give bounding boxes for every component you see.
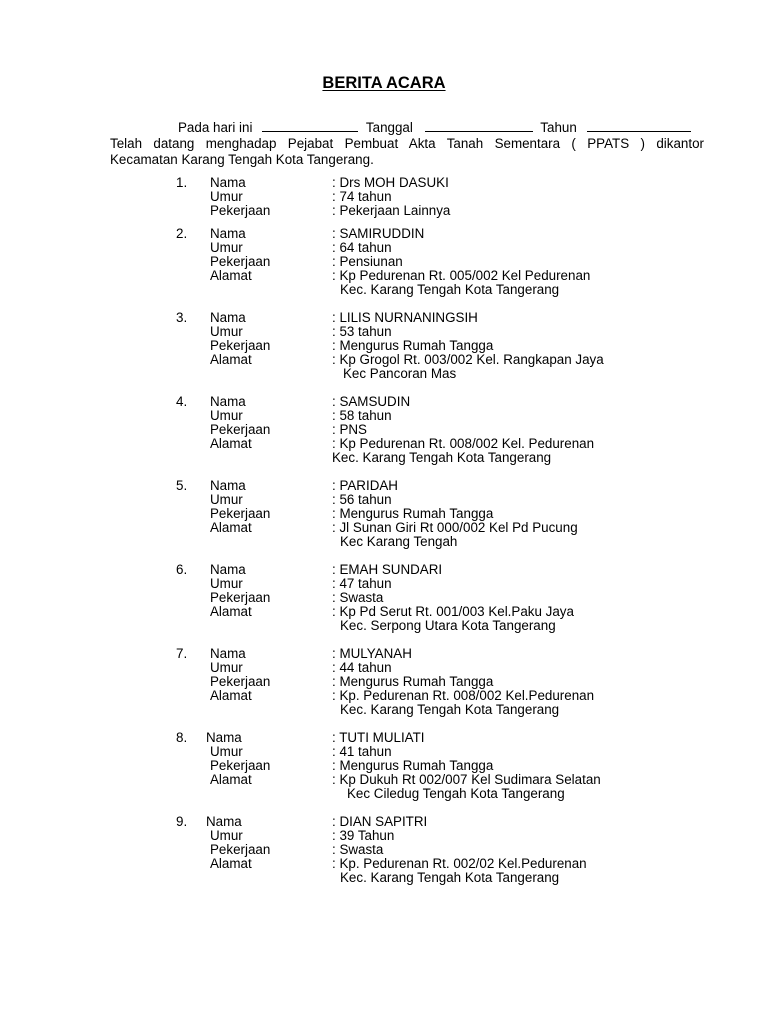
alamat-label: Alamat (210, 268, 252, 283)
umur-value: : 44 tahun (332, 660, 392, 675)
tanggal-blank (425, 120, 533, 132)
alamat-value-line2: Kec. Serpong Utara Kota Tangerang (340, 618, 556, 633)
umur-value: : 41 tahun (332, 744, 392, 759)
alamat-label: Alamat (210, 856, 252, 871)
alamat-value-line2: Kec. Karang Tengah Kota Tangerang (340, 702, 560, 717)
nama-label: Nama (206, 814, 242, 829)
person-number: 9. (176, 814, 188, 829)
umur-label: Umur (210, 576, 243, 591)
alamat-value: : Jl Sunan Giri Rt 000/002 Kel Pd Pucung (332, 520, 578, 535)
alamat-value: : Kp. Pedurenan Rt. 002/02 Kel.Pedurenan (332, 856, 587, 871)
person-number: 8. (176, 730, 188, 745)
alamat-value: : Kp Pd Serut Rt. 001/003 Kel.Paku Jaya (332, 604, 574, 619)
person-number: 3. (176, 310, 188, 325)
pekerjaan-label: Pekerjaan (210, 338, 271, 353)
nama-label: Nama (210, 478, 246, 493)
alamat-value: : Kp Pedurenan Rt. 008/002 Kel. Pedurenan (332, 436, 595, 451)
umur-label: Umur (210, 492, 243, 507)
alamat-value: : Kp. Pedurenan Rt. 008/002 Kel.Pedurenan (332, 688, 595, 703)
tahun-label: Tahun (540, 120, 577, 135)
umur-label: Umur (210, 324, 243, 339)
umur-label: Umur (210, 744, 243, 759)
nama-value: : SAMIRUDDIN (332, 226, 425, 241)
umur-value: : 53 tahun (332, 324, 392, 339)
pekerjaan-label: Pekerjaan (210, 590, 271, 605)
pekerjaan-value: : Swasta (332, 590, 384, 605)
alamat-label: Alamat (210, 520, 252, 535)
person-number: 5. (176, 478, 188, 493)
pekerjaan-value: : Mengurus Rumah Tangga (332, 758, 494, 773)
person-number: 2. (176, 226, 188, 241)
umur-value: : 74 tahun (332, 189, 392, 204)
intro-line-2: Telah datang menghadap Pejabat Pembuat Akta Tanah Sementara ( PPATS ) dikantor (110, 136, 704, 151)
pekerjaan-value: : Mengurus Rumah Tangga (332, 674, 494, 689)
nama-value: : TUTI MULIATI (332, 730, 425, 745)
umur-label: Umur (210, 828, 243, 843)
nama-label: Nama (210, 175, 246, 190)
pekerjaan-value: : PNS (332, 422, 367, 437)
alamat-value-line2: Kec. Karang Tengah Kota Tangerang (332, 450, 552, 465)
intro-line-3: Kecamatan Karang Tengah Kota Tangerang. (110, 152, 374, 167)
pekerjaan-label: Pekerjaan (210, 254, 271, 269)
nama-label: Nama (210, 226, 246, 241)
alamat-value: : Kp Grogol Rt. 003/002 Kel. Rangkapan Jaya (332, 352, 604, 367)
alamat-value-line2: Kec Karang Tengah (340, 534, 458, 549)
umur-label: Umur (210, 189, 243, 204)
umur-value: : 39 Tahun (332, 828, 395, 843)
umur-label: Umur (210, 408, 243, 423)
umur-label: Umur (210, 240, 243, 255)
person-number: 4. (176, 394, 188, 409)
pekerjaan-label: Pekerjaan (210, 506, 271, 521)
person-number: 1. (176, 175, 188, 190)
umur-value: : 47 tahun (332, 576, 392, 591)
nama-label: Nama (210, 562, 246, 577)
alamat-label: Alamat (210, 604, 252, 619)
nama-label: Nama (206, 730, 242, 745)
alamat-value-line2: Kec. Karang Tengah Kota Tangerang (340, 870, 560, 885)
nama-value: : EMAH SUNDARI (332, 562, 443, 577)
alamat-value-line2: Kec. Karang Tengah Kota Tangerang (340, 282, 560, 297)
alamat-value-line2: Kec Pancoran Mas (343, 366, 457, 381)
nama-value: : MULYANAH (332, 646, 412, 661)
alamat-label: Alamat (210, 772, 252, 787)
pekerjaan-label: Pekerjaan (210, 842, 271, 857)
nama-value: : PARIDAH (332, 478, 398, 493)
pekerjaan-value: : Swasta (332, 842, 384, 857)
alamat-label: Alamat (210, 688, 252, 703)
alamat-label: Alamat (210, 436, 252, 451)
pekerjaan-value: : Pensiunan (332, 254, 403, 269)
nama-label: Nama (210, 394, 246, 409)
umur-label: Umur (210, 660, 243, 675)
tahun-blank (587, 120, 691, 132)
person-number: 6. (176, 562, 188, 577)
document-title: BERITA ACARA (322, 74, 446, 92)
alamat-value: : Kp Dukuh Rt 002/007 Kel Sudimara Selatan (332, 772, 601, 787)
person-number: 7. (176, 646, 188, 661)
alamat-value-line2: Kec Ciledug Tengah Kota Tangerang (347, 786, 565, 801)
tanggal-label: Tanggal (365, 120, 413, 135)
pekerjaan-label: Pekerjaan (210, 422, 271, 437)
pekerjaan-label: Pekerjaan (210, 674, 271, 689)
nama-value: : DIAN SAPITRI (332, 814, 428, 829)
umur-value: : 64 tahun (332, 240, 392, 255)
alamat-value: : Kp Pedurenan Rt. 005/002 Kel Pedurenan (332, 268, 591, 283)
pekerjaan-value: : Pekerjaan Lainnya (332, 203, 451, 218)
nama-value: : Drs MOH DASUKI (332, 175, 449, 190)
intro-line-1 (178, 120, 691, 135)
pekerjaan-label: Pekerjaan (210, 203, 271, 218)
nama-label: Nama (210, 646, 246, 661)
pada-hari-ini-label: Pada hari ini (178, 120, 253, 135)
umur-value: : 58 tahun (332, 408, 392, 423)
pekerjaan-value: : Mengurus Rumah Tangga (332, 338, 494, 353)
pekerjaan-value: : Mengurus Rumah Tangga (332, 506, 494, 521)
hari-blank (262, 120, 358, 132)
nama-value: : LILIS NURNANINGSIH (332, 310, 478, 325)
pekerjaan-label: Pekerjaan (210, 758, 271, 773)
nama-value: : SAMSUDIN (332, 394, 411, 409)
nama-label: Nama (210, 310, 246, 325)
alamat-label: Alamat (210, 352, 252, 367)
umur-value: : 56 tahun (332, 492, 392, 507)
